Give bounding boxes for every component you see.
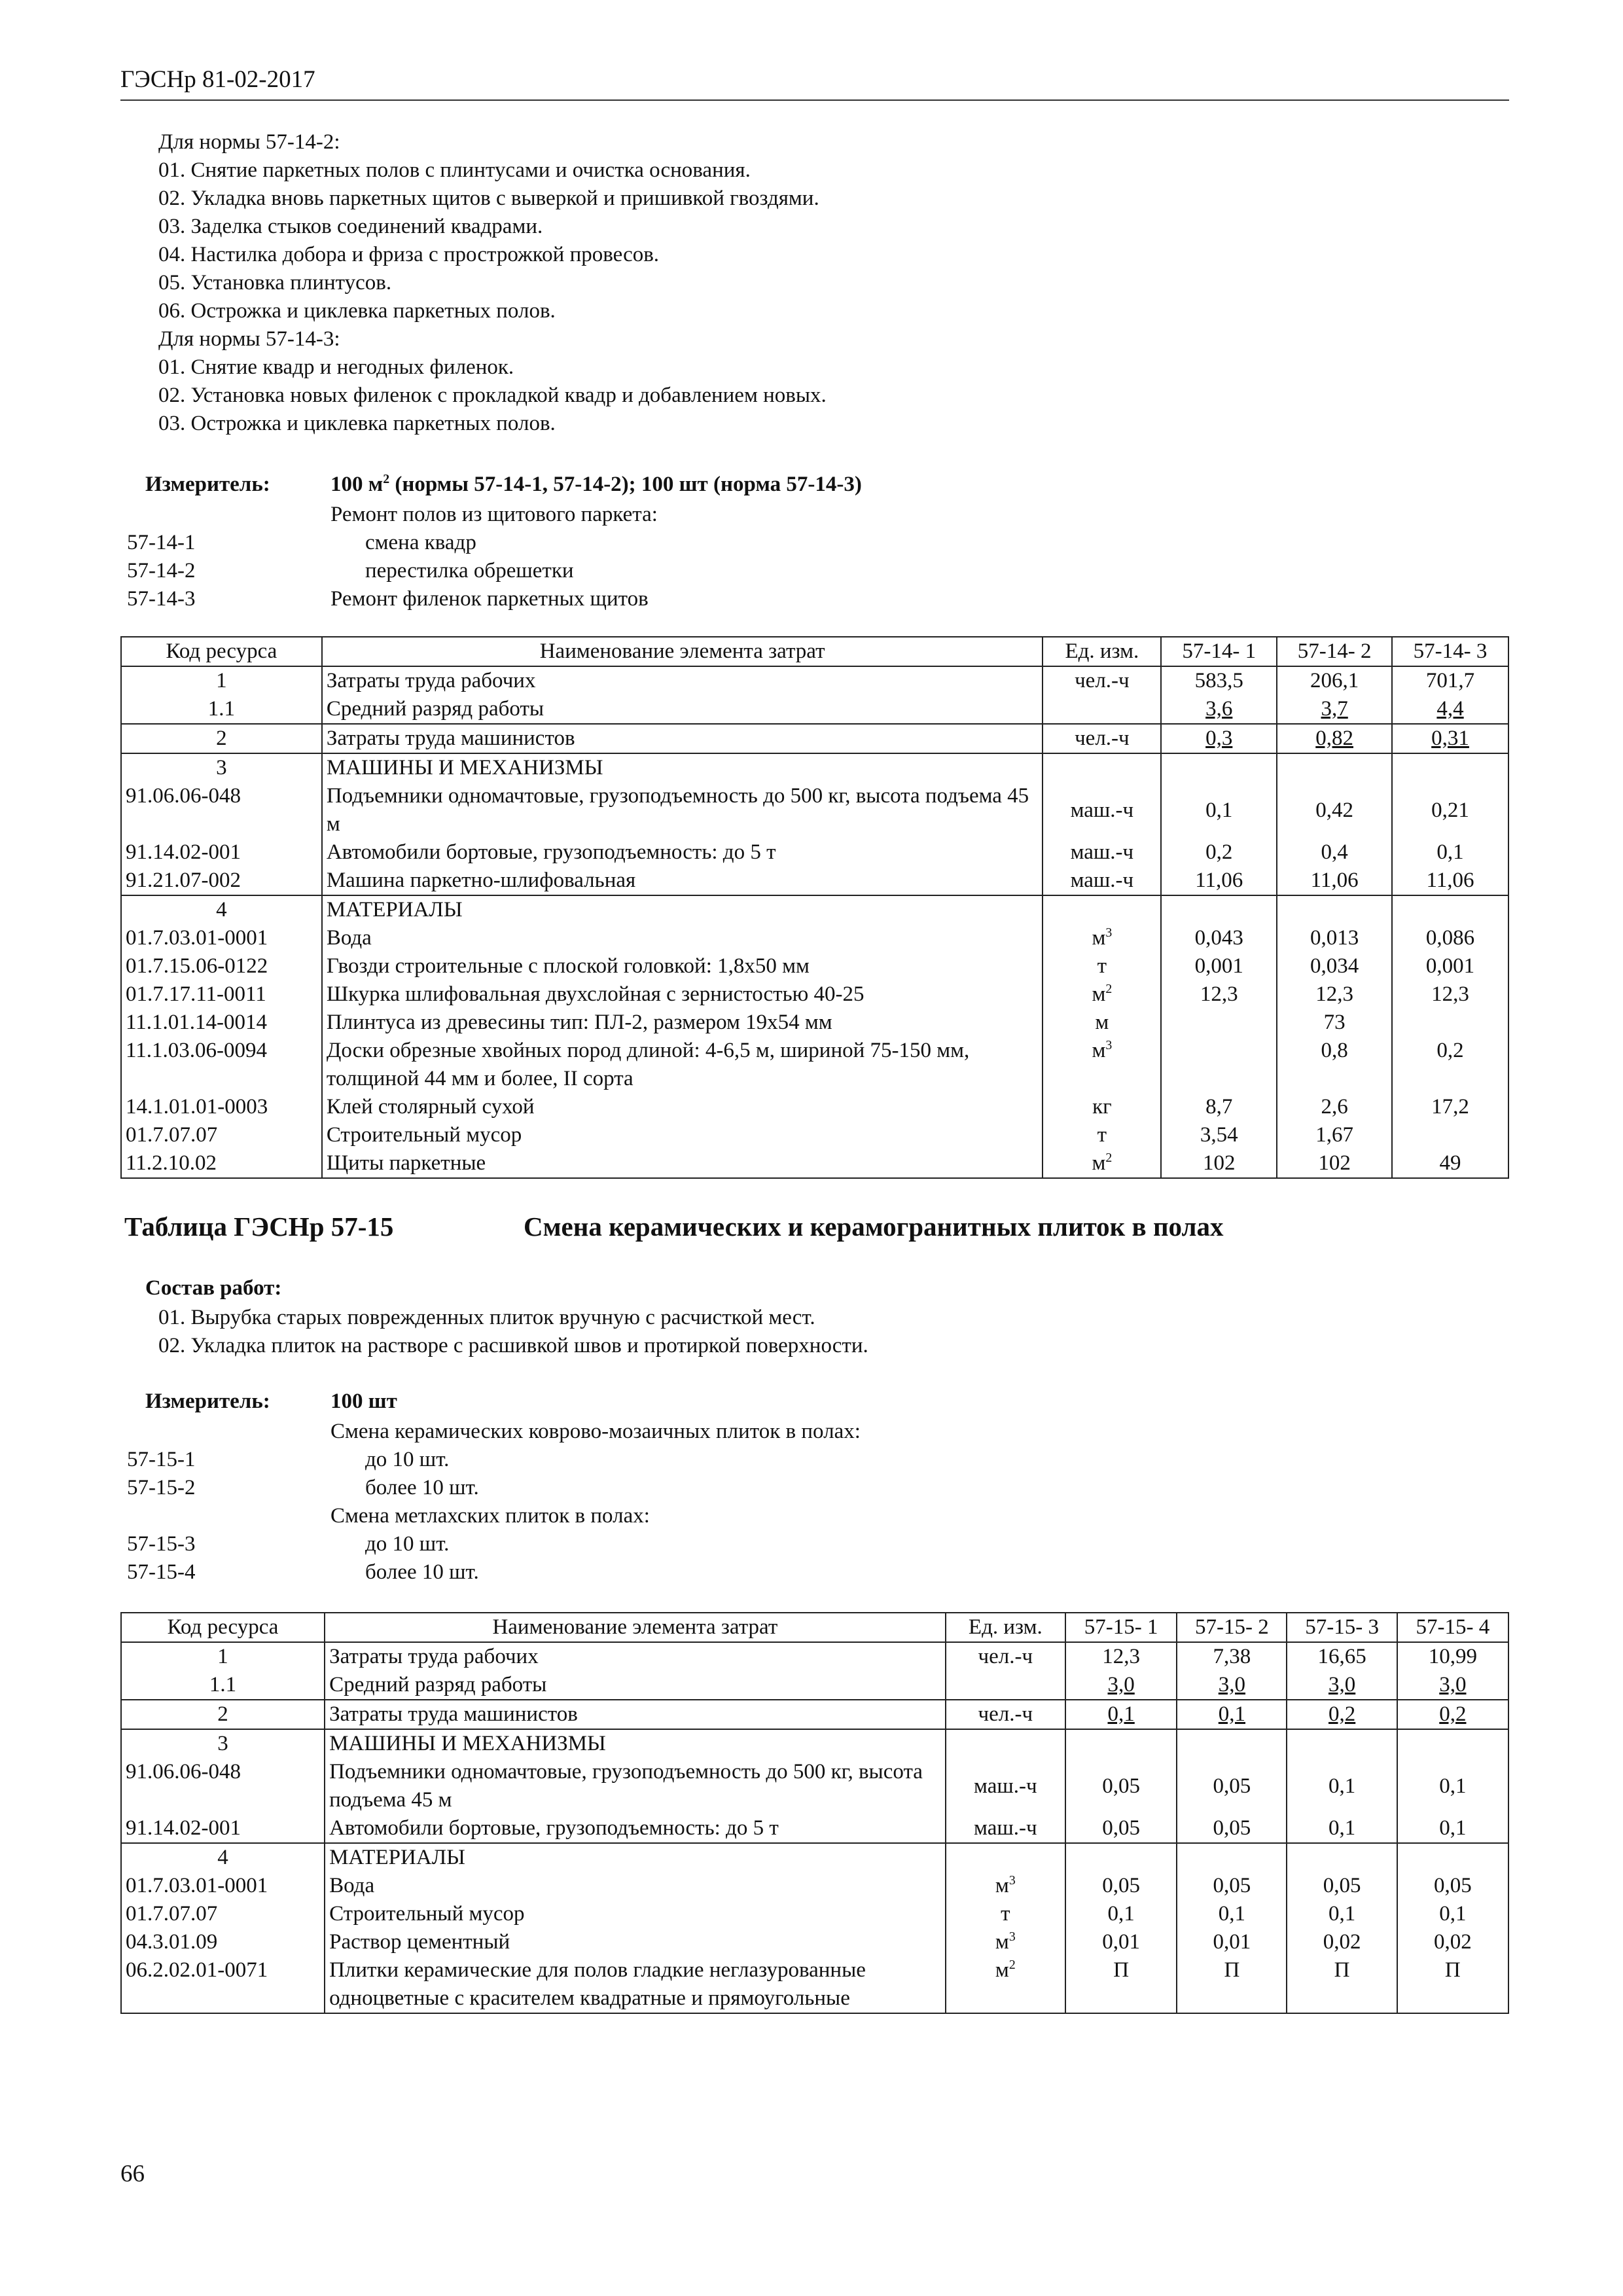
unit-text: м [1092,1039,1106,1062]
norm-value: 102 [1161,1149,1277,1178]
norm-value: 701,7 [1392,666,1508,695]
resource-name: Шкурка шлифовальная двухслойная с зернистостью 40-25 [322,980,1043,1009]
work-item: Для нормы 57-14-2: [158,130,340,154]
unit-of-measure [946,1729,1065,1758]
table-row [121,1037,1508,1093]
norm-value: 0,31 [1392,724,1508,753]
norm-value: 0,05 [1287,1872,1397,1900]
document-header: ГЭСНр 81-02-2017 [120,66,315,93]
table-57-15-title: Смена керамических и керамогранитных плиток в полах [524,1211,1224,1242]
norm-value: 0,01 [1065,1928,1177,1956]
norm-value: 2,6 [1277,1093,1392,1121]
resource-name: Затраты труда рабочих [325,1642,946,1671]
norm-value [1287,1729,1397,1758]
unit-of-measure [1043,838,1161,867]
norm-description: перестилка обрешетки [365,559,574,583]
norm-value: 3,7 [1277,695,1392,724]
meter-label-57-14: Измеритель: [145,473,270,496]
resource-name: Автомобили бортовые, грузоподъемность: до 5 т [325,1814,946,1843]
norm-value: 0,42 [1277,782,1392,838]
column-header: 57-15- 4 [1397,1613,1508,1642]
unit-of-measure [1043,867,1161,895]
work-item: 03. Заделка стыков соединений квадрами. [158,215,543,238]
norm-value: 8,7 [1161,1093,1277,1121]
norm-value [1065,1843,1177,1872]
unit-of-measure [1043,753,1161,782]
unit-of-measure [946,1956,1065,2013]
resource-name: Подъемники одномачтовые, грузоподъемность до 500 кг, высота подъема 45 м [322,782,1043,838]
resource-code: 11.1.01.14-0014 [121,1009,322,1037]
table-row [121,1843,1508,1872]
norm-value [1161,895,1277,924]
resource-code: 1 [121,1642,325,1671]
norm-value: 0,1 [1287,1758,1397,1814]
table-row [121,782,1508,838]
resource-code: 4 [121,895,322,924]
unit-of-measure [946,1758,1065,1814]
table-row [121,695,1508,724]
work-composition-heading: Состав работ: [145,1276,282,1300]
norm-value [1277,753,1392,782]
resource-name: МАТЕРИАЛЫ [325,1843,946,1872]
unit-of-measure [1043,782,1161,838]
norm-value: 16,65 [1287,1642,1397,1671]
resource-name: Клей столярный сухой [322,1093,1043,1121]
resource-code: 1.1 [121,1671,325,1700]
unit-exponent: 2 [1105,1151,1113,1165]
column-header: 57-14- 2 [1277,637,1392,666]
norm-value [1287,1843,1397,1872]
norm-value: 4,4 [1392,695,1508,724]
norm-value: 0,8 [1277,1037,1392,1093]
norm-value: 0,05 [1177,1814,1287,1843]
norm-value: П [1397,1956,1508,2013]
norm-value: 12,3 [1392,980,1508,1009]
unit-of-measure [1043,924,1161,952]
resource-name: МАШИНЫ И МЕХАНИЗМЫ [322,753,1043,782]
norm-value [1392,753,1508,782]
norm-value [1161,1009,1277,1037]
norm-code: 57-15-2 [127,1476,196,1499]
work-list-57-15 [158,1304,868,1360]
resource-table-57-14 [120,636,1509,1179]
resource-name: Средний разряд работы [325,1671,946,1700]
unit-exponent: 2 [1105,982,1113,996]
norm-value: 0,1 [1287,1900,1397,1928]
unit-of-measure [946,1814,1065,1843]
norm-value: 0,05 [1065,1814,1177,1843]
norm-value: 0,05 [1177,1872,1287,1900]
resource-code: 01.7.15.06-0122 [121,952,322,980]
norm-value: 102 [1277,1149,1392,1178]
table-row [121,1700,1508,1729]
table-row [121,1121,1508,1149]
unit-of-measure [1043,666,1161,695]
unit-text: м [1092,1151,1106,1175]
norm-value [1397,1729,1508,1758]
resource-name: Строительный мусор [325,1900,946,1928]
norm-value [1161,753,1277,782]
table-57-15-code: Таблица ГЭСНр 57-15 [124,1211,394,1242]
table-row [121,1872,1508,1900]
table-row [121,724,1508,753]
norm-value: 0,05 [1065,1758,1177,1814]
work-item: 05. Установка плинтусов. [158,271,392,295]
work-item: 01. Вырубка старых поврежденных плиток вручную с расчисткой мест. [158,1306,815,1329]
norm-value [1177,1729,1287,1758]
resource-name: Щиты паркетные [322,1149,1043,1178]
resource-code: 11.1.03.06-0094 [121,1037,322,1093]
work-item: 04. Настилка добора и фриза с прострожкой провесов. [158,243,660,266]
table-row [121,924,1508,952]
norm-value: 0,086 [1392,924,1508,952]
norm-code: 57-14-2 [127,559,196,583]
table-row [121,838,1508,867]
table-row [121,1093,1508,1121]
resource-name: Плинтуса из древесины тип: ПЛ-2, размером 19х54 мм [322,1009,1043,1037]
norm-value: 12,3 [1161,980,1277,1009]
norm-value: 0,1 [1161,782,1277,838]
norm-value: 17,2 [1392,1093,1508,1121]
column-header: Наименование элемента затрат [325,1613,946,1642]
resource-code: 06.2.02.01-0071 [121,1956,325,2013]
meter-label-57-15: Измеритель: [145,1390,270,1413]
norm-value: 0,02 [1287,1928,1397,1956]
unit-text: кг [1092,1095,1112,1119]
resource-code: 01.7.07.07 [121,1900,325,1928]
resource-name: Машина паркетно-шлифовальная [322,867,1043,895]
norm-value: 3,0 [1287,1671,1397,1700]
unit-of-measure [1043,895,1161,924]
resource-name: МАШИНЫ И МЕХАНИЗМЫ [325,1729,946,1758]
column-header: Ед. изм. [946,1613,1065,1642]
resource-code: 91.06.06-048 [121,782,322,838]
norm-value: 12,3 [1277,980,1392,1009]
resource-code: 01.7.17.11-0011 [121,980,322,1009]
resource-name: МАТЕРИАЛЫ [322,895,1043,924]
norm-value: 12,3 [1065,1642,1177,1671]
table-row [121,952,1508,980]
norm-value [1392,895,1508,924]
norm-value: 0,1 [1397,1900,1508,1928]
resource-code: 01.7.03.01-0001 [121,924,322,952]
unit-text: чел.-ч [978,1702,1033,1726]
norm-value: 1,67 [1277,1121,1392,1149]
norm-value: 3,6 [1161,695,1277,724]
norm-value [1392,1121,1508,1149]
meter-value-57-14: 100 $м^2$ (нормы 57-14-1, 57-14-2); 100 шт (норма 57-14-3) [330,472,862,496]
resource-code: 01.7.07.07 [121,1121,322,1149]
norm-value: 0,034 [1277,952,1392,980]
resource-code: 1.1 [121,695,322,724]
meter-value-57-15: 100 шт [330,1390,397,1413]
norm-value: 10,99 [1397,1642,1508,1671]
resource-name: Строительный мусор [322,1121,1043,1149]
column-header: Код ресурса [121,1613,325,1642]
table-row [121,1149,1508,1178]
norm-code: 57-15-1 [127,1448,196,1471]
norm-description: смена квадр [365,531,476,554]
column-header: 57-15- 1 [1065,1613,1177,1642]
unit-of-measure [946,1700,1065,1729]
unit-of-measure [1043,1121,1161,1149]
norm-value: 0,1 [1392,838,1508,867]
resource-code: 2 [121,1700,325,1729]
unit-exponent: 3 [1008,1929,1016,1944]
norm-value: 0,21 [1392,782,1508,838]
norm-value [1177,1843,1287,1872]
page-number: 66 [120,2161,145,2187]
unit-text: маш.-ч [974,1774,1037,1798]
unit-text: чел.-ч [978,1645,1033,1668]
resource-code: 1 [121,666,322,695]
norm-value: 0,05 [1177,1758,1287,1814]
norm-value: 0,1 [1065,1700,1177,1729]
resource-code: 91.14.02-001 [121,838,322,867]
resource-code: 04.3.01.09 [121,1928,325,1956]
norm-description: Ремонт полов из щитового паркета: [330,503,658,526]
column-header: 57-14- 1 [1161,637,1277,666]
unit-text: т [1097,1123,1107,1147]
work-item: 06. Острожка и циклевка паркетных полов. [158,299,556,323]
unit-text: чел.-ч [1075,669,1130,692]
header-rule [120,99,1509,101]
norm-value: 0,2 [1287,1700,1397,1729]
resource-name: Подъемники одномачтовые, грузоподъемность до 500 кг, высота подъема 45 м [325,1758,946,1814]
resource-code: 91.06.06-048 [121,1758,325,1814]
norm-value: 0,1 [1397,1758,1508,1814]
column-header: Код ресурса [121,637,322,666]
unit-of-measure [1043,1149,1161,1178]
norm-value: 583,5 [1161,666,1277,695]
norm-value: 49 [1392,1149,1508,1178]
norm-value: П [1287,1956,1397,2013]
norm-value: 0,043 [1161,924,1277,952]
norm-value: 0,1 [1177,1700,1287,1729]
unit-of-measure [946,1843,1065,1872]
unit-text: маш.-ч [1070,798,1134,822]
unit-text: т [1001,1902,1010,1926]
unit-of-measure [1043,695,1161,724]
table-row [121,867,1508,895]
resource-name: Доски обрезные хвойных пород длиной: 4-6,5 м, шириной 75-150 мм, толщиной 44 мм и более, II сорта [322,1037,1043,1093]
work-item: Для нормы 57-14-3: [158,327,340,351]
resource-code: 3 [121,1729,325,1758]
norm-value: 0,1 [1177,1900,1287,1928]
unit-of-measure [946,1671,1065,1700]
work-item: 01. Снятие квадр и негодных филенок. [158,355,514,379]
resource-name: Затраты труда машинистов [325,1700,946,1729]
table-row [121,1642,1508,1671]
unit-text: м [1092,982,1106,1006]
norm-value [1392,1009,1508,1037]
norm-value: 0,1 [1065,1900,1177,1928]
unit-exponent: 3 [1105,1038,1113,1052]
unit-text: м [1095,1011,1109,1034]
unit-of-measure [1043,724,1161,753]
unit-text: м [1092,926,1106,950]
resource-code: 01.7.03.01-0001 [121,1872,325,1900]
column-header: 57-15- 2 [1177,1613,1287,1642]
resource-code: 4 [121,1843,325,1872]
norm-value [1277,895,1392,924]
norm-value: 3,0 [1065,1671,1177,1700]
norm-code: 57-14-3 [127,587,196,611]
norm-value: 11,06 [1161,867,1277,895]
norm-value: 0,001 [1161,952,1277,980]
norm-description: более 10 шт. [365,1560,479,1584]
norm-value: 0,82 [1277,724,1392,753]
norm-value [1065,1729,1177,1758]
norm-value: 3,54 [1161,1121,1277,1149]
norm-value: 3,0 [1397,1671,1508,1700]
resource-name: Затраты труда машинистов [322,724,1043,753]
table-row [121,980,1508,1009]
norm-value: 7,38 [1177,1642,1287,1671]
table-row [121,1009,1508,1037]
norm-value: 0,05 [1397,1872,1508,1900]
unit-of-measure [1043,1093,1161,1121]
unit-of-measure [1043,1037,1161,1093]
unit-of-measure [946,1642,1065,1671]
norm-value: 0,05 [1065,1872,1177,1900]
table-row [121,895,1508,924]
table-row [121,753,1508,782]
resource-name: Плитки керамические для полов гладкие неглазурованные одноцветные с красителем квадратные и прямоугольные [325,1956,946,2013]
column-header: Наименование элемента затрат [322,637,1043,666]
work-item: 01. Снятие паркетных полов с плинтусами и очистка основания. [158,158,751,182]
unit-exponent: 2 [1008,1958,1016,1972]
norm-code: 57-15-3 [127,1532,196,1556]
column-header: 57-14- 3 [1392,637,1508,666]
norm-value [1397,1843,1508,1872]
norm-value: 11,06 [1392,867,1508,895]
norm-value: 3,0 [1177,1671,1287,1700]
unit-of-measure [1043,1009,1161,1037]
unit-text: маш.-ч [1070,840,1134,864]
norm-description: до 10 шт. [365,1532,450,1556]
work-item: 02. Установка новых филенок с прокладкой квадр и добавлением новых. [158,384,827,407]
norm-value: 0,3 [1161,724,1277,753]
norm-description: Смена метлахских плиток в полах: [330,1504,650,1528]
norm-description: Ремонт филенок паркетных щитов [330,587,649,611]
resource-name: Вода [322,924,1043,952]
resource-code: 14.1.01.01-0003 [121,1093,322,1121]
resource-code: 91.21.07-002 [121,867,322,895]
resource-name: Средний разряд работы [322,695,1043,724]
unit-exponent: 3 [1008,1873,1016,1888]
unit-exponent: 3 [1105,925,1113,940]
norm-code: 57-15-4 [127,1560,196,1584]
unit-of-measure [946,1900,1065,1928]
unit-of-measure [946,1872,1065,1900]
work-item: 02. Укладка плиток на растворе с расшивкой швов и протиркой поверхности. [158,1334,868,1357]
resource-name: Автомобили бортовые, грузоподъемность: до 5 т [322,838,1043,867]
resource-name: Вода [325,1872,946,1900]
table-row [121,1814,1508,1843]
norm-value: 0,4 [1277,838,1392,867]
unit-text: м [995,1930,1009,1954]
norm-value: 206,1 [1277,666,1392,695]
resource-name: Гвозди строительные с плоской головкой: 1,8х50 мм [322,952,1043,980]
resource-code: 3 [121,753,322,782]
norm-value: 0,2 [1161,838,1277,867]
table-row [121,1758,1508,1814]
norm-value: 0,02 [1397,1928,1508,1956]
work-item: 02. Укладка вновь паркетных щитов с выверкой и пришивкой гвоздями. [158,187,819,210]
norm-description: Смена керамических коврово-мозаичных плиток в полах: [330,1420,861,1443]
unit-text: маш.-ч [974,1816,1037,1840]
table-row [121,1729,1508,1758]
norm-value: 0,2 [1397,1700,1508,1729]
resource-code: 91.14.02-001 [121,1814,325,1843]
table-row [121,1928,1508,1956]
table-row [121,666,1508,695]
resource-name: Раствор цементный [325,1928,946,1956]
unit-text: м [995,1874,1009,1897]
table-row [121,1900,1508,1928]
unit-of-measure [1043,952,1161,980]
resource-name: Затраты труда рабочих [322,666,1043,695]
column-header: Ед. изм. [1043,637,1161,666]
unit-text: чел.-ч [1075,726,1130,750]
norm-value: 0,013 [1277,924,1392,952]
norm-value: 0,01 [1177,1928,1287,1956]
column-header: 57-15- 3 [1287,1613,1397,1642]
table-row [121,1671,1508,1700]
unit-text: т [1097,954,1107,978]
work-item: 03. Острожка и циклевка паркетных полов. [158,412,556,435]
norm-code: 57-14-1 [127,531,196,554]
unit-text: маш.-ч [1070,869,1134,892]
norm-value: 11,06 [1277,867,1392,895]
unit-of-measure [946,1928,1065,1956]
work-list-57-14 [158,128,827,438]
resource-code: 2 [121,724,322,753]
norm-value: 0,1 [1287,1814,1397,1843]
norm-value: 0,2 [1392,1037,1508,1093]
table-row [121,1956,1508,2013]
resource-table-57-15 [120,1612,1509,2014]
norm-value: 0,1 [1397,1814,1508,1843]
norm-value: 0,001 [1392,952,1508,980]
norm-value: 73 [1277,1009,1392,1037]
norm-description: до 10 шт. [365,1448,450,1471]
unit-text: м [995,1958,1009,1982]
resource-code: 11.2.10.02 [121,1149,322,1178]
norm-value [1161,1037,1277,1093]
unit-of-measure [1043,980,1161,1009]
norm-value: П [1065,1956,1177,2013]
norm-value: П [1177,1956,1287,2013]
norm-description: более 10 шт. [365,1476,479,1499]
